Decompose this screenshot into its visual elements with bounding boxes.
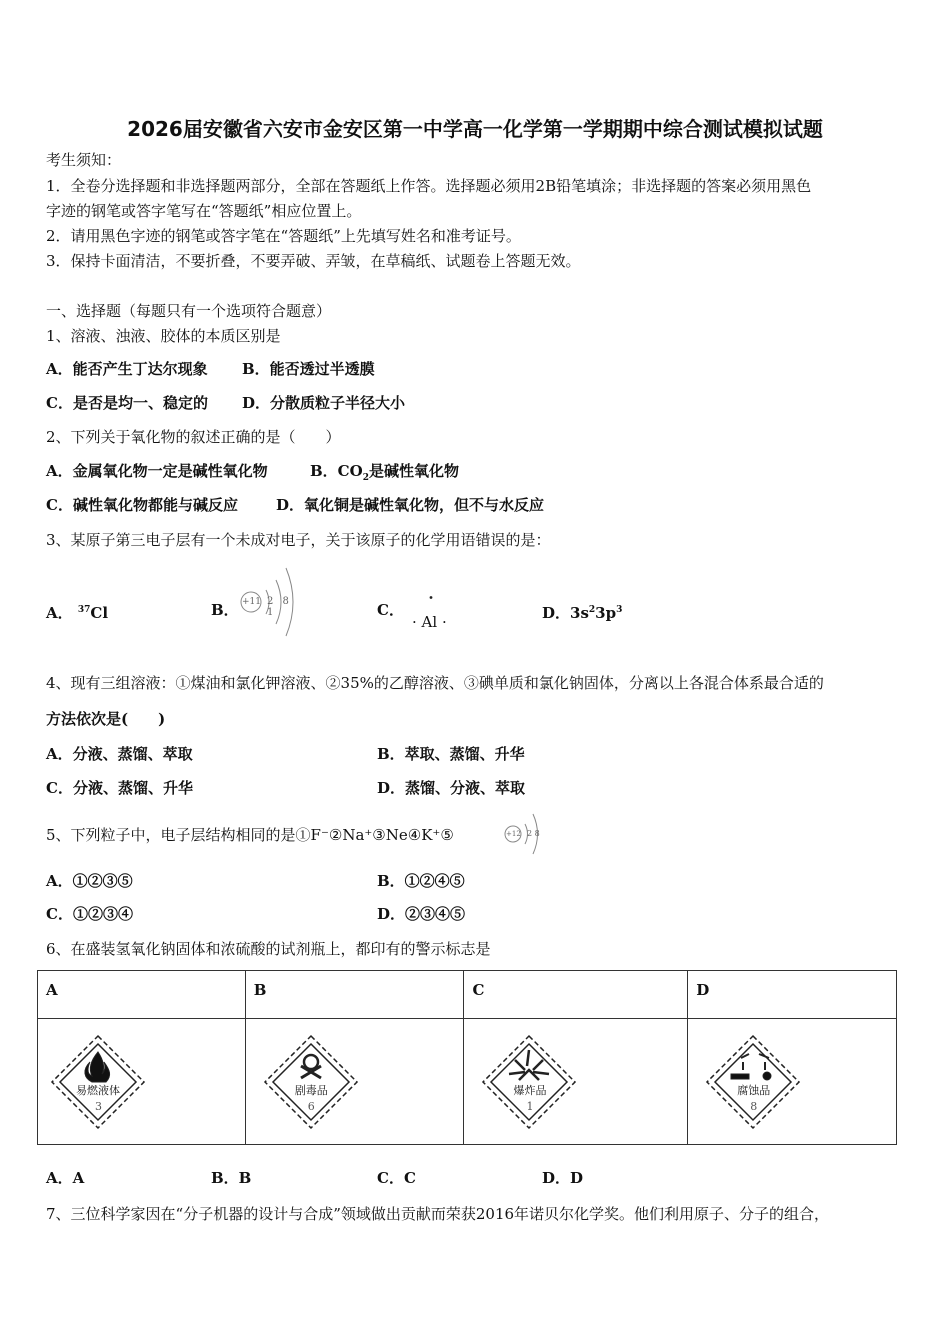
q2-stem: 2、下列关于氧化物的叙述正确的是（ ） [46,428,341,446]
notice-heading: 考生须知： [46,151,122,169]
corrosive-sign: 腐蚀品 8 [688,1019,897,1145]
table-header-a: A [38,971,246,1019]
flammable-liquid-sign: 易燃液体 3 [38,1019,246,1145]
q4-option-d: D．蒸馏、分液、萃取 [377,779,526,797]
q3-option-a: A． $^{37}$Cl [46,604,109,622]
q6-option-b: B．B [211,1169,252,1187]
q6-option-a: A．A [46,1169,85,1187]
q5-option-d: D．②③④⑤ [377,905,466,923]
q1-stem: 1、溶液、浊液、胶体的本质区别是 [46,327,281,345]
q2-option-a: A．金属氧化物一定是碱性氧化物 [46,462,268,480]
explosive-sign: 爆炸品 1 [464,1019,688,1145]
q5-option-c: C．①②③④ [46,905,133,923]
section-heading: 一、选择题（每题只有一个选项符合题意） [46,302,332,320]
q1-option-a: A．能否产生丁达尔现象 [46,360,208,378]
q3-stem: 3、某原子第三电子层有一个未成对电子，关于该原子的化学用语错误的是： [46,531,551,549]
notice-line: 3．保持卡面清洁，不要折叠，不要弄破、弄皱，在草稿纸、试题卷上答题无效。 [46,252,581,270]
q1-option-b: B．能否透过半透膜 [242,360,375,378]
toxic-sign: 剧毒品 6 [245,1019,464,1145]
q2-option-c: C．碱性氧化物都能与碱反应 [46,496,238,514]
notice-line: 字迹的钢笔或答字笔写在“答题纸”相应位置上。 [46,202,362,220]
table-header-b: B [245,971,464,1019]
q5-stem: 5、下列粒子中，电子层结构相同的是①F⁻②Na⁺③Ne④K⁺⑤ [46,826,454,844]
q4-stem: 4、现有三组溶液：①煤油和氯化钾溶液、②35%的乙醇溶液、③碘单质和氯化钠固体，分离以上各混合体系最合适的 [46,674,824,692]
q5-option-b: B．①②④⑤ [377,872,465,890]
q4-option-a: A．分液、蒸馏、萃取 [46,745,193,763]
page-title: 2026届安徽省六安市金安区第一中学高一化学第一学期期中综合测试模拟试题 [127,117,823,141]
electron-dot-top [428,596,434,599]
q4-stem-cont: 方法依次是( ) [46,710,166,728]
q5-option-a: A．①②③⑤ [46,872,133,890]
atom-structure-diagram-mg: +12 2 8 [500,808,545,864]
q7-stem: 7、三位科学家因在“分子机器的设计与合成”领域做出贡献而荣获2016年诺贝尔化学奖。他们利用原子、分子的组合， [46,1205,830,1223]
q6-option-d: D．D [542,1169,584,1187]
q3-option-c-label: C． [377,601,404,619]
hazard-sign-table [37,970,897,1145]
q2-option-d: D．氧化铜是碱性氧化物，但不与水反应 [276,496,545,514]
q3-option-d: D．$3s^23p^3$ [542,604,623,622]
notice-line: 1．全卷分选择题和非选择题两部分，全部在答题纸上作答。选择题必须用2B铅笔填涂；非选择题的答案必须用黑色 [46,177,812,195]
q3-option-b-label: B． [211,601,239,619]
q4-option-c: C．分液、蒸馏、升华 [46,779,193,797]
q4-option-b: B．萃取、蒸馏、升华 [377,745,525,763]
q1-option-c: C．是否是均一、稳定的 [46,394,208,412]
notice-line: 2．请用黑色字迹的钢笔或答字笔在“答题纸”上先填写姓名和准考证号。 [46,227,521,245]
q1-option-d: D．分散质粒子半径大小 [242,394,406,412]
table-header-c: C [464,971,688,1019]
atom-structure-diagram-na: +11 2 8 1 [236,562,301,646]
q2-option-b: B．$CO_2$是碱性氧化物 [310,462,459,483]
table-header-d: D [688,971,897,1019]
q6-stem: 6、在盛装氢氧化钠固体和浓硫酸的试剂瓶上，都印有的警示标志是 [46,940,491,958]
electron-dot-al: · Al · [412,613,447,631]
q6-option-c: C．C [377,1169,416,1187]
